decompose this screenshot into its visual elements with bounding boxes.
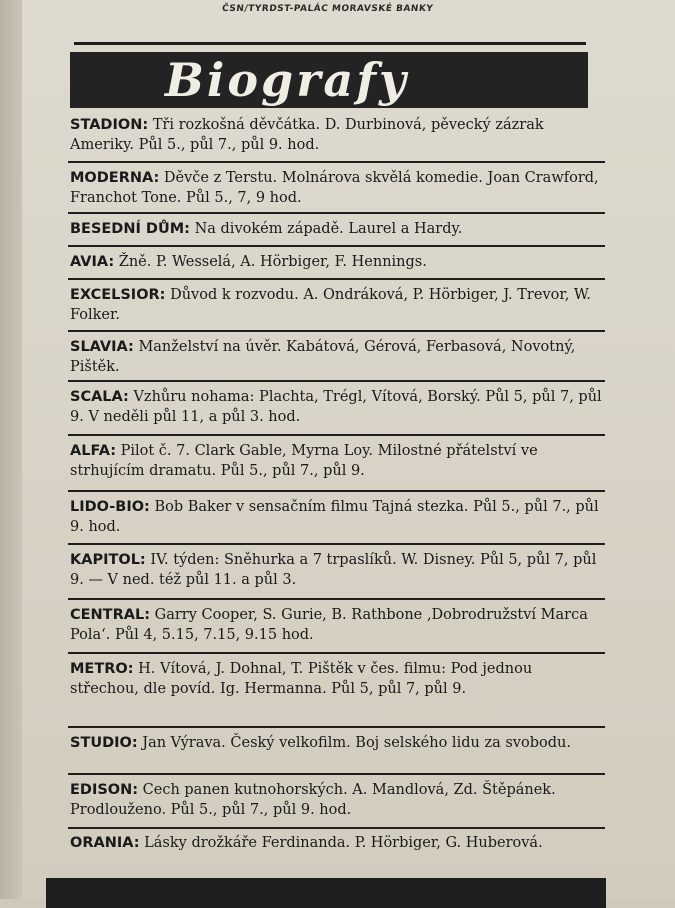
page-edge bbox=[0, 0, 24, 899]
cinema-name: AVIA: bbox=[70, 254, 115, 270]
divider bbox=[68, 773, 605, 775]
cinema-name: SCALA: bbox=[70, 389, 129, 405]
listing-text: Tři rozkošná děvčátka. D. Durbinová, pěvecký zázrak Ameriky. Půl 5., půl 7., půl 9. hod. bbox=[70, 117, 544, 153]
listing-excelsior bbox=[70, 285, 605, 325]
divider bbox=[68, 245, 605, 247]
cinema-name: MODERNA: bbox=[70, 170, 160, 186]
divider bbox=[68, 543, 605, 545]
divider bbox=[68, 827, 605, 829]
listing-besedni-dum bbox=[70, 219, 605, 239]
divider bbox=[68, 490, 605, 492]
divider bbox=[68, 212, 605, 214]
listing-text: Lásky drožkáře Ferdinanda. P. Hörbiger, G. Huberová. bbox=[144, 835, 543, 851]
listing-text: Bob Baker v sensačním filmu Tajná stezka. Půl 5., půl 7., půl 9. hod. bbox=[70, 499, 599, 535]
listing-lido-bio bbox=[70, 497, 605, 537]
listing-text: IV. týden: Sněhurka a 7 trpaslíků. W. Disney. Půl 5, půl 7, půl 9. — V ned. též půl 11. a půl 3. bbox=[70, 552, 597, 588]
listing-text: Garry Cooper, S. Gurie, B. Rathbone ‚Dobrodružství Marca Pola‘. Půl 4, 5.15, 7.15, 9.15 hod. bbox=[70, 607, 588, 643]
cinema-name: METRO: bbox=[70, 661, 134, 677]
divider bbox=[68, 434, 605, 436]
listing-text: Cech panen kutnohorských. A. Mandlová, Zd. Štěpánek. Prodlouženo. Půl 5., půl 7., půl 9. hod. bbox=[70, 782, 556, 818]
listing-slavia bbox=[70, 337, 605, 377]
cinema-name: ORANIA: bbox=[70, 835, 140, 851]
listing-text: Manželství na úvěr. Kabátová, Gérová, Ferbasová, Novotný, Pištěk. bbox=[70, 339, 576, 375]
divider bbox=[68, 652, 605, 654]
cinema-name: STUDIO: bbox=[70, 735, 138, 751]
listing-text: Pilot č. 7. Clark Gable, Myrna Loy. Milostné přátelství ve strhujícím dramatu. Půl 5., půl 7., půl 9. bbox=[70, 443, 538, 479]
divider bbox=[68, 598, 605, 600]
cinema-name: EDISON: bbox=[70, 782, 139, 798]
divider bbox=[68, 278, 605, 280]
listing-text: Důvod k rozvodu. A. Ondráková, P. Hörbiger, J. Trevor, W. Folker. bbox=[70, 287, 591, 323]
listing-studio bbox=[70, 733, 605, 753]
top-rule bbox=[74, 42, 586, 45]
divider bbox=[68, 380, 605, 382]
listing-edison bbox=[70, 780, 605, 820]
listing-central bbox=[70, 605, 605, 645]
section-title: Biografy bbox=[165, 53, 409, 107]
cinema-name: LIDO-BIO: bbox=[70, 499, 150, 515]
listing-orania bbox=[70, 833, 605, 853]
cinema-name: ALFA: bbox=[70, 443, 116, 459]
listing-text: Na divokém západě. Laurel a Hardy. bbox=[194, 221, 463, 237]
listing-kapitol bbox=[70, 550, 605, 590]
listing-text: Děvče z Terstu. Molnárova skvělá komedie. Joan Crawford, Franchot Tone. Půl 5., 7, 9 hod. bbox=[70, 170, 599, 206]
listing-alfa bbox=[70, 441, 605, 481]
divider bbox=[68, 726, 605, 728]
cinema-name: EXCELSIOR: bbox=[70, 287, 166, 303]
listing-text: H. Vítová, J. Dohnal, T. Pištěk v čes. filmu: Pod jednou střechou, dle povíd. Ig. Hermanna. Půl 5, půl 7, půl 9. bbox=[70, 661, 533, 697]
cinema-name: BESEDNÍ DŮM: bbox=[70, 221, 190, 237]
listing-stadion bbox=[70, 115, 605, 155]
divider bbox=[68, 161, 605, 163]
listing-moderna bbox=[70, 168, 605, 208]
cinema-name: STADION: bbox=[70, 117, 149, 133]
listing-metro bbox=[70, 659, 605, 699]
cinema-name: CENTRAL: bbox=[70, 607, 150, 623]
listing-scala bbox=[70, 387, 605, 427]
listing-text: Vzhůru nohama: Plachta, Trégl, Vítová, Borský. Půl 5, půl 7, půl 9. V neděli půl 11, a půl 3. hod. bbox=[70, 389, 602, 425]
listing-text: Žně. P. Wesselá, A. Hörbiger, F. Hennings. bbox=[118, 254, 427, 270]
cinema-name: KAPITOL: bbox=[70, 552, 146, 568]
page-caption: ČSN/TYRDST-PALÁC MORAVSKÉ BANKY bbox=[221, 4, 434, 14]
listing-avia bbox=[70, 252, 605, 272]
cinema-name: SLAVIA: bbox=[70, 339, 134, 355]
next-section-banner bbox=[46, 878, 606, 908]
listing-text: Jan Výrava. Český velkofilm. Boj selského lidu za svobodu. bbox=[142, 735, 571, 751]
section-banner bbox=[70, 52, 588, 108]
divider bbox=[68, 330, 605, 332]
